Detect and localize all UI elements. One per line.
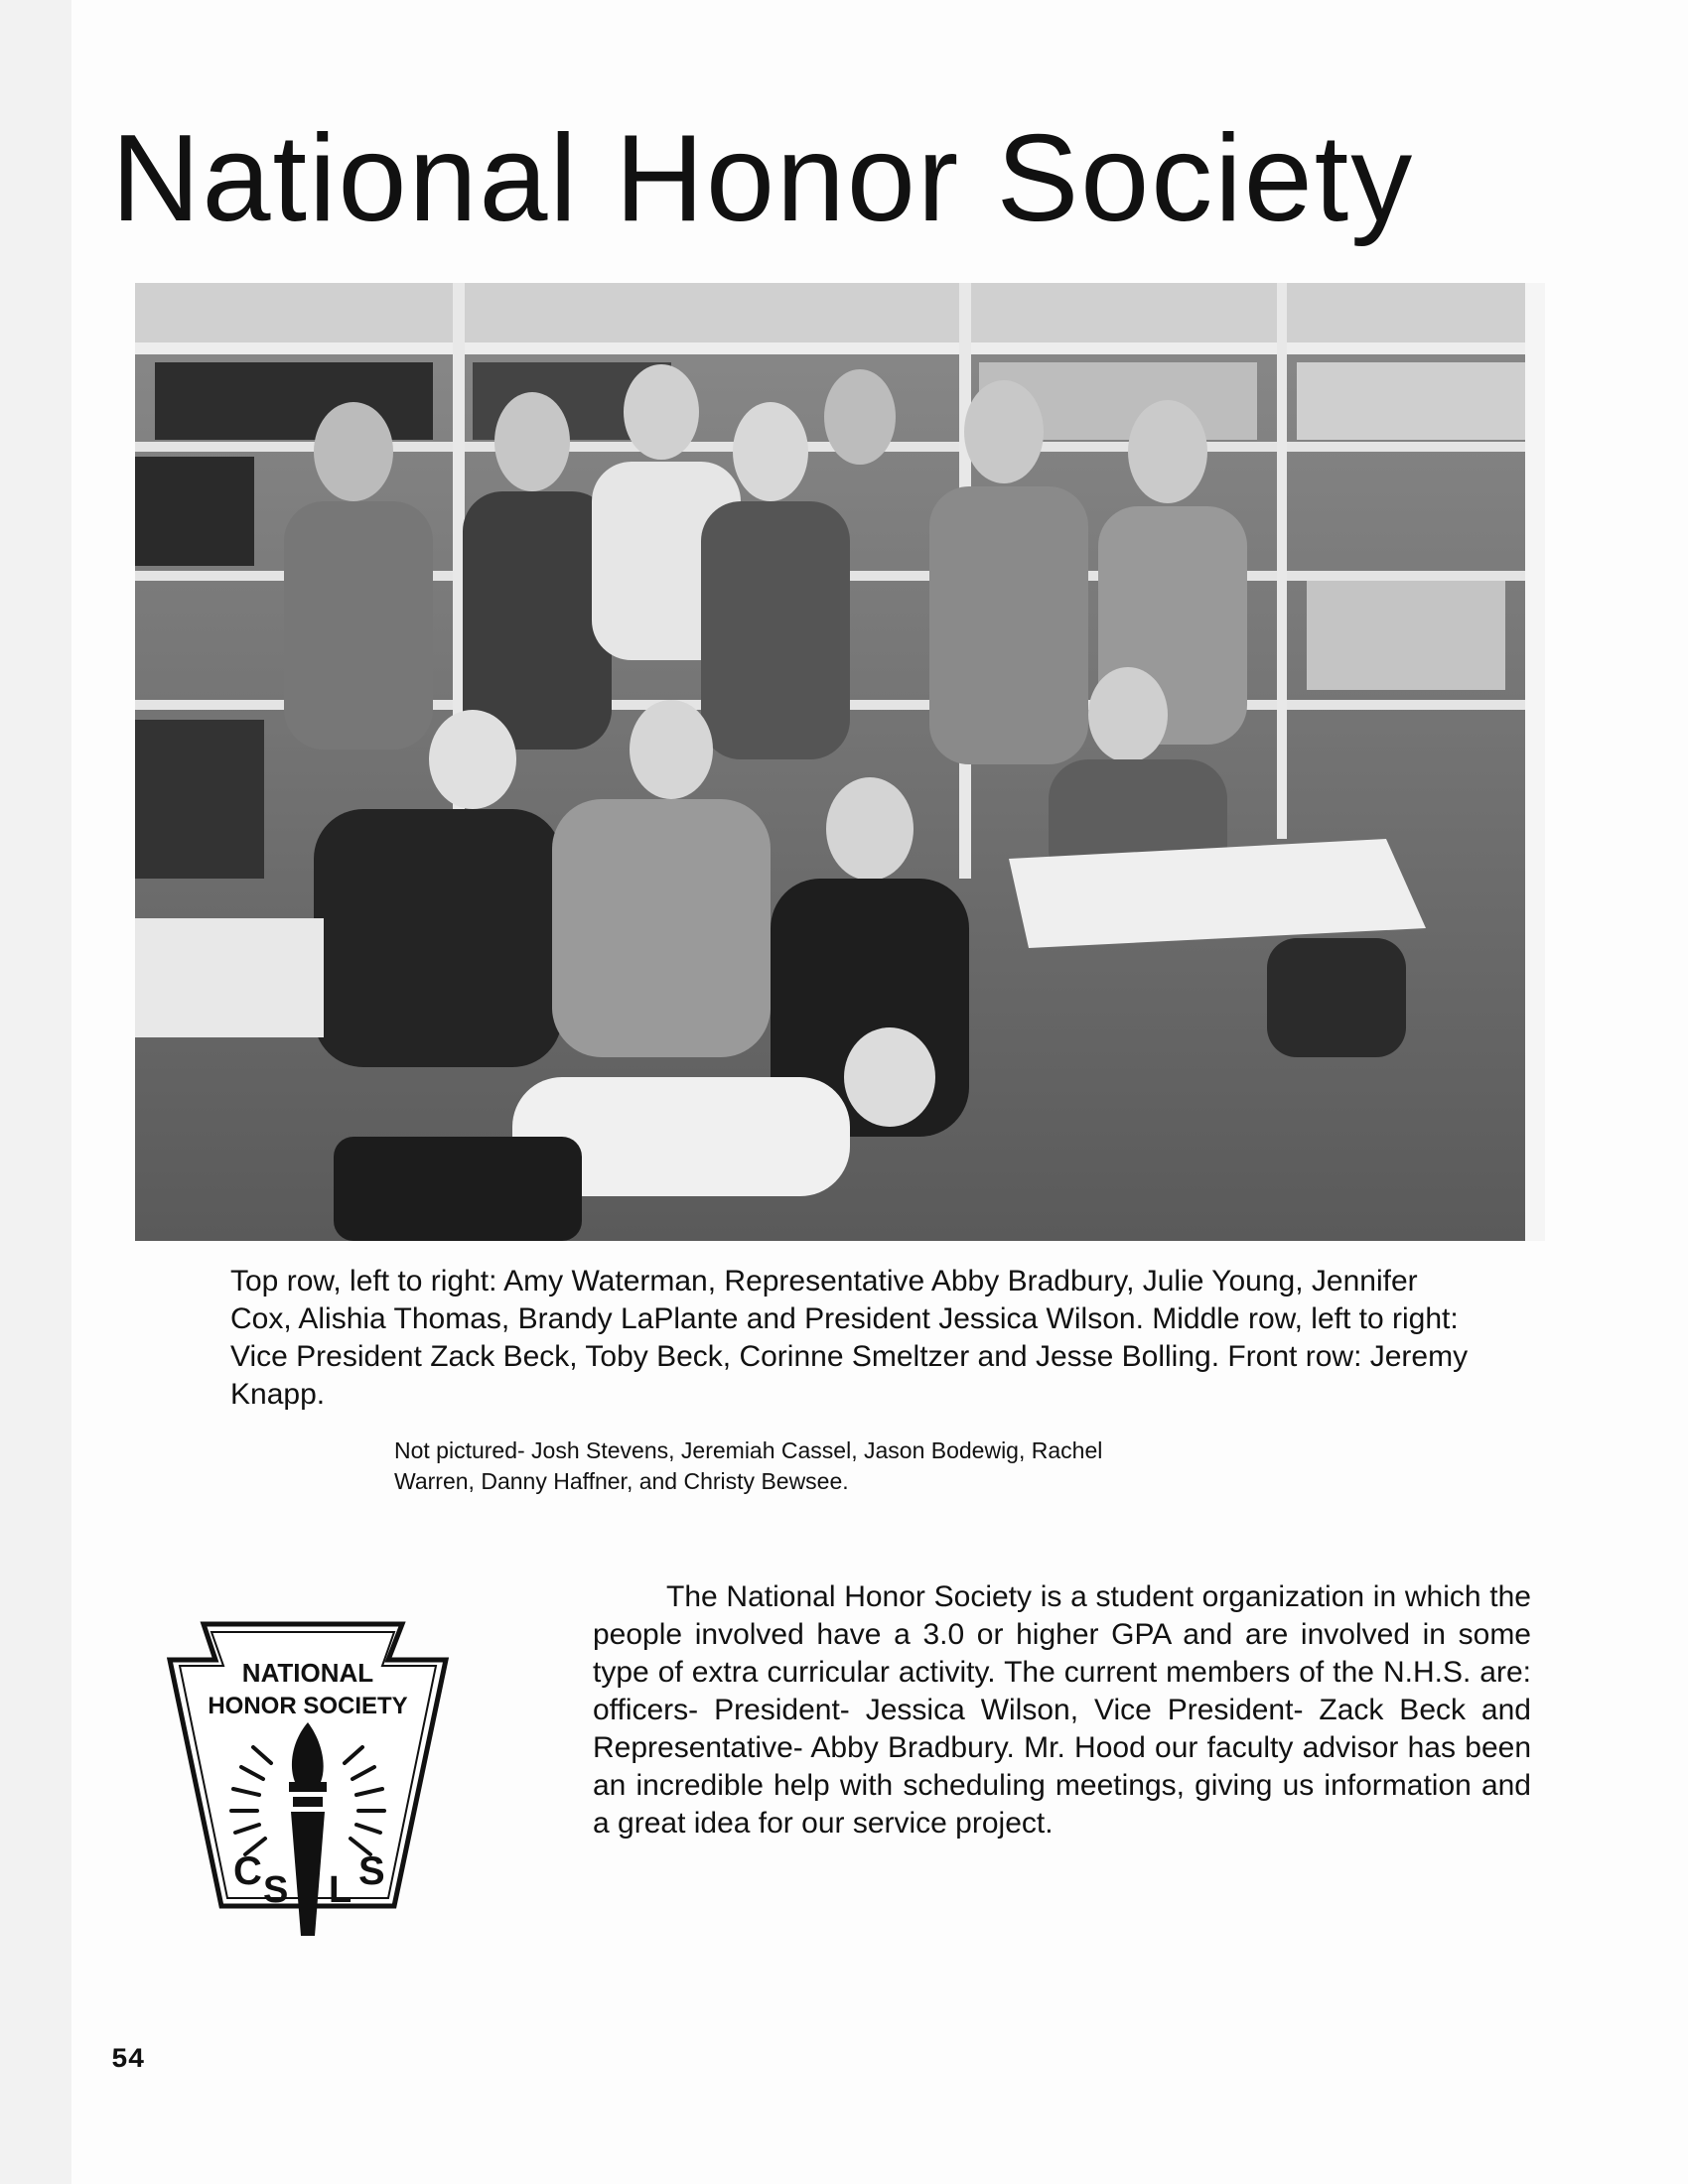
nhs-logo — [164, 1618, 452, 1936]
logo-letter-2: S — [263, 1869, 289, 1911]
nhs-keystone-emblem — [164, 1618, 452, 1936]
logo-line2: HONOR SOCIETY — [208, 1693, 408, 1719]
logo-letter-4: S — [358, 1849, 385, 1893]
scan-margin — [0, 0, 71, 2184]
not-pictured-caption: Not pictured- Josh Stevens, Jeremiah Cassel, Jason Bodewig, Rachel Warren, Danny Haffner, and Christy Bewsee. — [394, 1437, 1103, 1494]
group-photo-illustration — [135, 283, 1545, 1241]
page-number: 54 — [111, 2045, 145, 2076]
body-paragraph — [593, 1578, 1531, 1843]
logo-letter-1: C — [233, 1849, 262, 1893]
logo-letter-3: L — [329, 1869, 352, 1911]
group-photo — [135, 283, 1545, 1241]
page-title: National Honor Society — [111, 110, 1415, 247]
logo-line1: NATIONAL — [241, 1658, 374, 1688]
photo-caption: Top row, left to right: Amy Waterman, Representative Abby Bradbury, Julie Young, Jennifer Cox, Alishia Thomas, Brandy LaPlante and President Jessica Wilson. Middle row, left to right: Vice President Zack Beck, Toby Beck, Corinne Smeltzer and Jesse Bolling. Front row: Jeremy Knapp. — [230, 1265, 1469, 1411]
body-paragraph-text: The National Honor Society is a student organization in which the people involved have a 3.0 or higher GPA and are involved in some type of extra curricular activity. The current members of the N.H.S. are: officers- President- Jessica Wilson, Vice President- Zack Beck and Representative- Abby Bradbury. Mr. Hood our faculty advisor has been an incredible help with scheduling meetings, giving us information and a great idea for our service project. — [593, 1580, 1531, 1840]
